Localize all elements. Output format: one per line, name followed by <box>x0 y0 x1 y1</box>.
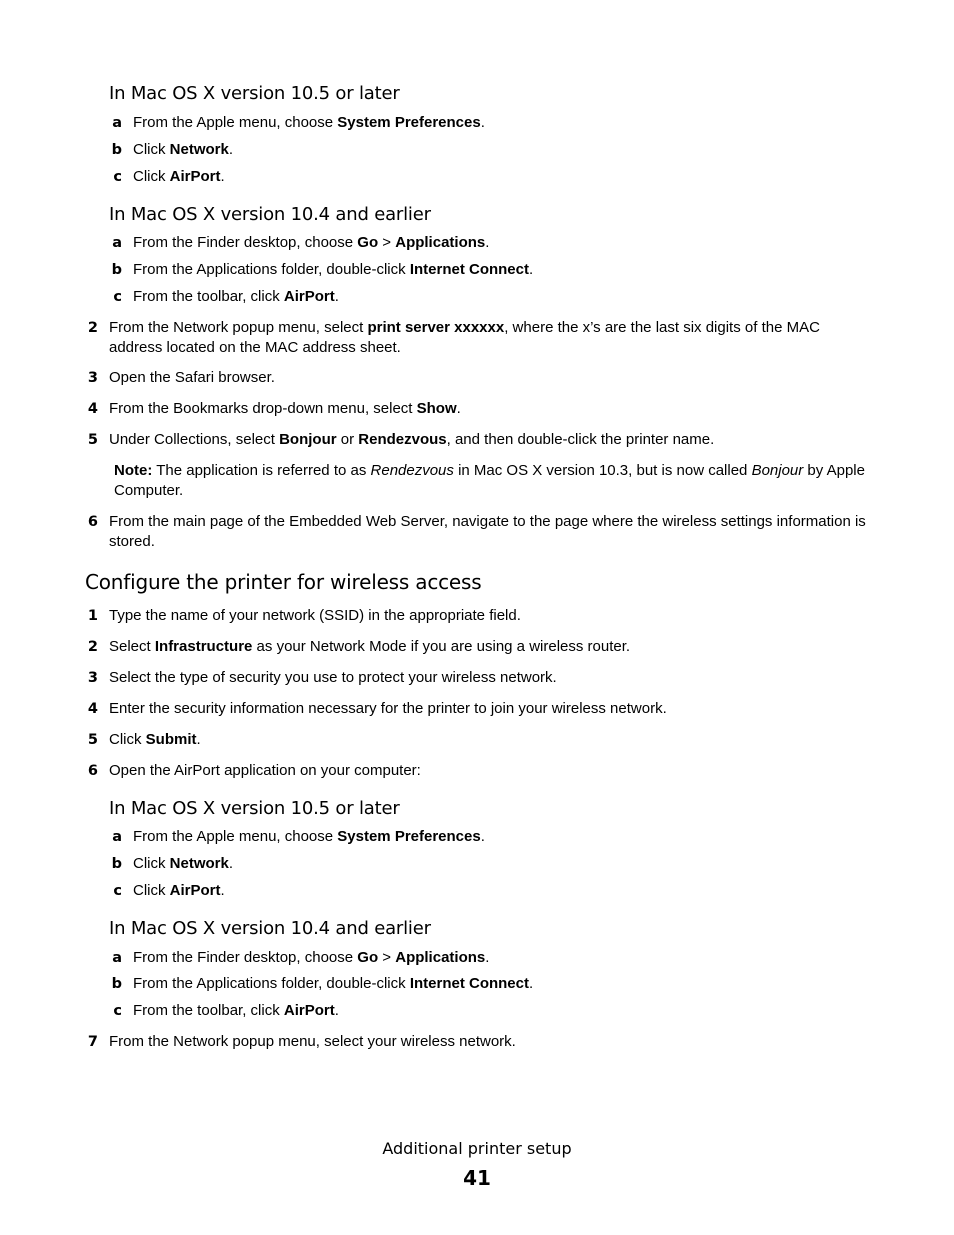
step-number: 7 <box>87 1034 98 1050</box>
subheading-macos-10-5: In Mac OS X version 10.5 or later <box>109 83 400 104</box>
step-text: Open the Safari browser. <box>109 369 275 386</box>
subheading-macos-10-4: In Mac OS X version 10.4 and earlier <box>109 204 431 225</box>
list-marker: c <box>113 883 122 899</box>
list-marker: a <box>112 950 122 966</box>
list-item-text: Click AirPort. <box>133 168 225 185</box>
list-marker: a <box>112 235 122 251</box>
list-marker: a <box>112 829 122 845</box>
step-text: Enter the security information necessary for the printer to join your wireless network. <box>109 700 667 717</box>
list-item-text: From the Finder desktop, choose Go > Applications. <box>133 949 490 966</box>
step-number: 3 <box>87 370 98 386</box>
list-marker: b <box>111 976 122 992</box>
step-number: 2 <box>87 639 98 655</box>
note: Note: The application is referred to as Rendezvous in Mac OS X version 10.3, but is now called Bonjour by Apple Computer. <box>114 462 865 499</box>
step-text: Select Infrastructure as your Network Mode if you are using a wireless router. <box>109 638 631 655</box>
list-marker: c <box>113 289 122 305</box>
step-text: Select the type of security you use to protect your wireless network. <box>109 669 557 686</box>
list-item-text: From the Apple menu, choose System Preferences. <box>133 114 485 131</box>
list-item-text: Click AirPort. <box>133 882 225 899</box>
list-item-text: Click Network. <box>133 855 234 872</box>
step-text: From the Network popup menu, select your wireless network. <box>109 1033 516 1050</box>
list-marker: b <box>111 142 122 158</box>
step-text: From the Network popup menu, select print server xxxxxx, where the x’s are the last six digits of the MAC address located on the MAC address sheet. <box>109 319 820 356</box>
section-heading: Configure the printer for wireless access <box>85 570 482 594</box>
step-number: 2 <box>87 320 98 336</box>
step-text: Click Submit. <box>109 731 201 748</box>
list-item-text: From the Finder desktop, choose Go > Applications. <box>133 234 490 251</box>
step-number: 3 <box>87 670 98 686</box>
list-marker: b <box>111 856 122 872</box>
step-number: 4 <box>87 701 98 717</box>
page-number: 41 <box>463 1166 491 1190</box>
footer-title: Additional printer setup <box>382 1139 572 1158</box>
step-text: Open the AirPort application on your computer: <box>109 762 421 779</box>
note-label: Note: <box>114 462 153 479</box>
list-item-text: From the Apple menu, choose System Preferences. <box>133 828 485 845</box>
step-number: 6 <box>87 514 98 530</box>
step-text: From the Bookmarks drop-down menu, select Show. <box>109 400 461 417</box>
list-marker: a <box>112 115 122 131</box>
list-item-text: From the toolbar, click AirPort. <box>133 288 339 305</box>
list-item-text: From the Applications folder, double-click Internet Connect. <box>133 261 534 278</box>
step-number: 6 <box>87 763 98 779</box>
step-number: 4 <box>87 401 98 417</box>
step-number: 5 <box>87 432 98 448</box>
step-text: Under Collections, select Bonjour or Rendezvous, and then double-click the printer name. <box>109 431 715 448</box>
list-marker: b <box>111 262 122 278</box>
list-marker: c <box>113 1003 122 1019</box>
list-marker: c <box>113 169 122 185</box>
list-item-text: Click Network. <box>133 141 234 158</box>
list-item-text: From the Applications folder, double-click Internet Connect. <box>133 975 534 992</box>
subheading-macos-10-5: In Mac OS X version 10.5 or later <box>109 798 400 819</box>
step-number: 5 <box>87 732 98 748</box>
list-item-text: From the toolbar, click AirPort. <box>133 1002 339 1019</box>
step-number: 1 <box>87 608 98 624</box>
step-text: From the main page of the Embedded Web Server, navigate to the page where the wireless settings information is stored. <box>109 513 866 550</box>
step-text: Type the name of your network (SSID) in the appropriate field. <box>109 607 521 624</box>
subheading-macos-10-4: In Mac OS X version 10.4 and earlier <box>109 918 431 939</box>
